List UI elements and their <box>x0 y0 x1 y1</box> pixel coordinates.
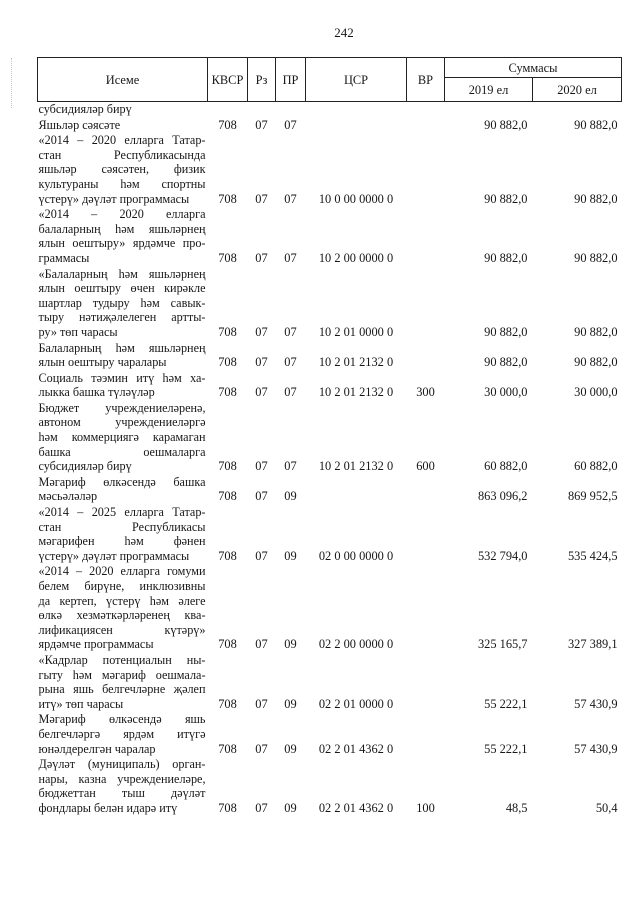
item-name-line: нары, казна учреждениеләре, <box>38 771 206 786</box>
sum-2020-cell: 869 952,5 <box>567 489 618 504</box>
item-name-line: Мәгариф өлкәсендә яшь <box>38 712 206 727</box>
pr-cell: 07 <box>284 250 297 265</box>
table-row <box>38 118 622 134</box>
rz-cell: 07 <box>255 191 268 206</box>
rz-cell: 07 <box>255 800 268 815</box>
sum-2020-cell: 327 389,1 <box>567 637 618 652</box>
sum-2020-cell: 90 882,0 <box>574 117 618 132</box>
csr-cell <box>306 102 407 118</box>
item-name-line: Яшьләр сәясәте <box>38 117 121 132</box>
sum-2019-cell <box>445 102 533 118</box>
rz-cell: 07 <box>255 250 268 265</box>
item-name-line: белем бирүне, инклюзивны <box>38 579 206 593</box>
vr-cell <box>407 564 445 653</box>
vr-cell <box>407 475 445 505</box>
kvsr-cell: 708 <box>218 800 237 815</box>
pr-cell: 09 <box>284 741 297 756</box>
item-name-line: стан Республикасы <box>38 519 206 534</box>
item-name-line: субсидияләр бирү <box>38 102 132 116</box>
item-name-line: үстерү» дәүләт программасы <box>38 191 190 206</box>
sum-2020-cell: 30 000,0 <box>574 385 618 400</box>
item-name-line: лыкка башка түләүләр <box>38 385 155 400</box>
kvsr-cell: 708 <box>218 459 237 474</box>
rz-cell: 07 <box>255 355 268 370</box>
table-row <box>38 475 622 505</box>
item-name-line: «2014 – 2025 елларга Татар- <box>38 505 206 520</box>
header-name: Исеме <box>38 58 208 102</box>
sum-2020-cell: 57 430,9 <box>574 741 618 756</box>
table-row <box>38 401 622 475</box>
pr-cell: 07 <box>284 355 297 370</box>
header-sums: Суммасы <box>445 58 622 78</box>
table-header <box>38 58 622 102</box>
rz-cell: 07 <box>255 459 268 474</box>
sum-2020-cell: 60 882,0 <box>574 459 618 474</box>
csr-cell: 02 2 01 4362 0 <box>318 741 394 756</box>
item-name-cell <box>38 475 208 505</box>
kvsr-cell: 708 <box>218 637 237 652</box>
kvsr-cell: 708 <box>218 324 237 339</box>
table-row <box>38 564 622 653</box>
sum-2019-cell: 325 165,7 <box>477 637 528 652</box>
table-row <box>38 371 622 401</box>
kvsr-cell <box>208 102 248 118</box>
item-name-line: Дәүләт (муниципаль) орган- <box>38 757 206 772</box>
item-name-line: һәм коммерциягә карамаган <box>38 430 206 445</box>
item-name-cell <box>38 133 208 207</box>
budget-table-body <box>38 102 622 817</box>
item-name-cell <box>38 267 208 341</box>
vr-cell <box>407 102 445 118</box>
table-row <box>38 341 622 371</box>
sum-2019-cell: 90 882,0 <box>484 324 528 339</box>
sum-2020-cell: 90 882,0 <box>574 250 618 265</box>
kvsr-cell: 708 <box>218 548 237 563</box>
pr-cell: 07 <box>284 459 297 474</box>
table-row <box>38 712 622 757</box>
table-row <box>38 133 622 207</box>
table-row <box>38 757 622 816</box>
kvsr-cell: 708 <box>218 489 237 504</box>
header-year-2019: 2019 ел <box>445 78 533 102</box>
csr-cell: 02 2 01 4362 0 <box>318 800 394 815</box>
header-row <box>38 58 622 78</box>
vr-cell <box>407 207 445 266</box>
item-name-line: юнәлдерелгән чаралар <box>38 741 156 756</box>
table-row <box>38 102 622 118</box>
item-name-line: Мәгариф өлкәсендә башка <box>38 474 206 489</box>
header-vr: ВР <box>407 58 445 102</box>
item-name-line: мәсьәләләр <box>38 489 98 504</box>
pr-cell: 09 <box>284 637 297 652</box>
rz-cell: 07 <box>255 696 268 711</box>
item-name-line: лификациясен күтәрү» <box>38 622 206 637</box>
kvsr-cell: 708 <box>218 117 237 132</box>
rz-cell: 07 <box>255 324 268 339</box>
item-name-line: тыру нәтиҗәлелеген артты- <box>38 310 206 325</box>
item-name-line: «2014 – 2020 елларга Татар- <box>38 133 206 148</box>
table-row <box>38 505 622 564</box>
pr-cell: 09 <box>284 489 297 504</box>
item-name-cell <box>38 371 208 401</box>
header-pr: ПР <box>276 58 306 102</box>
sum-2020-cell: 57 430,9 <box>574 696 618 711</box>
vr-cell: 300 <box>416 385 435 400</box>
rz-cell: 07 <box>255 117 268 132</box>
sum-2019-cell: 90 882,0 <box>484 117 528 132</box>
header-csr: ЦСР <box>306 58 407 102</box>
item-name-line: Социаль тәэмин итү һәм ха- <box>38 370 206 385</box>
budget-table <box>37 57 622 817</box>
sum-2019-cell: 532 794,0 <box>477 548 528 563</box>
pr-cell: 09 <box>284 548 297 563</box>
page-number: 242 <box>334 25 354 40</box>
sum-2019-cell: 48,5 <box>505 800 528 815</box>
item-name-line: ярдәмче программасы <box>38 637 154 652</box>
vr-cell: 100 <box>416 800 435 815</box>
item-name-cell <box>38 341 208 371</box>
item-name-line: өлкә хезмәткәрләренең ква- <box>38 608 206 623</box>
item-name-line: мәгарифен һәм фәнен <box>38 534 206 549</box>
item-name-line: үстерү» дәүләт программасы <box>38 548 190 563</box>
pr-cell: 09 <box>284 800 297 815</box>
rz-cell: 07 <box>255 741 268 756</box>
vr-cell <box>407 133 445 207</box>
vr-cell <box>407 653 445 712</box>
scan-margin-marks <box>11 58 12 108</box>
item-name-line: «2014 – 2020 елларга <box>38 207 206 222</box>
vr-cell <box>407 505 445 564</box>
item-name-line: Балаларның һәм яшьләрнең <box>38 340 206 355</box>
item-name-line: субсидияләр бирү <box>38 459 132 474</box>
sum-2019-cell: 863 096,2 <box>477 489 528 504</box>
kvsr-cell: 708 <box>218 696 237 711</box>
item-name-cell <box>38 757 208 816</box>
sum-2020-cell: 50,4 <box>595 800 618 815</box>
vr-cell: 600 <box>416 459 435 474</box>
item-name-line: автоном учреждениеләргә <box>38 415 206 430</box>
rz-cell: 07 <box>255 385 268 400</box>
item-name-line: культураны һәм спортны <box>38 176 206 191</box>
kvsr-cell: 708 <box>218 250 237 265</box>
item-name-cell <box>38 401 208 475</box>
vr-cell <box>407 341 445 371</box>
item-name-cell <box>38 564 208 653</box>
kvsr-cell: 708 <box>218 741 237 756</box>
item-name-line: гыту һәм мәгариф оешмала- <box>38 667 206 682</box>
item-name-line: балаларның һәм яшьләрнең <box>38 221 206 236</box>
csr-cell <box>306 475 407 505</box>
pr-cell: 07 <box>284 117 297 132</box>
sum-2019-cell: 60 882,0 <box>484 459 528 474</box>
csr-cell <box>306 118 407 134</box>
item-name-line: яшьләр сәясәтен, физик <box>38 162 206 177</box>
sum-2019-cell: 90 882,0 <box>484 250 528 265</box>
item-name-cell <box>38 653 208 712</box>
item-name-line: да кертеп, үстерү һәм әлеге <box>38 593 206 608</box>
rz-cell: 07 <box>255 548 268 563</box>
pr-cell <box>276 102 306 118</box>
csr-cell: 02 2 00 0000 0 <box>318 637 394 652</box>
item-name-line: шартлар тудыру һәм савык- <box>38 295 206 310</box>
header-year-2020: 2020 ел <box>533 78 622 102</box>
item-name-line: бюджеттан тыш дәүләт <box>38 786 206 801</box>
kvsr-cell: 708 <box>218 355 237 370</box>
table-row <box>38 653 622 712</box>
table-row <box>38 207 622 266</box>
item-name-line: фондлары белән идарә итү <box>38 800 178 815</box>
sum-2019-cell: 90 882,0 <box>484 191 528 206</box>
sum-2019-cell: 55 222,1 <box>484 696 528 711</box>
header-rz: Рз <box>248 58 276 102</box>
item-name-cell <box>38 505 208 564</box>
kvsr-cell: 708 <box>218 191 237 206</box>
csr-cell: 10 2 00 0000 0 <box>318 250 394 265</box>
sum-2019-cell: 55 222,1 <box>484 741 528 756</box>
item-name-line: «Балаларның һәм яшьләрнең <box>38 266 206 281</box>
csr-cell: 10 2 01 2132 0 <box>318 385 394 400</box>
item-name-cell <box>38 118 208 134</box>
item-name-line: Бюджет учреждениеләренә, <box>38 400 206 415</box>
rz-cell <box>248 102 276 118</box>
item-name-line: ялын оештыру чаралары <box>38 355 167 370</box>
rz-cell: 07 <box>255 637 268 652</box>
item-name-cell <box>38 102 208 118</box>
table-row <box>38 267 622 341</box>
sum-2020-cell: 535 424,5 <box>567 548 618 563</box>
header-kvsr: КВСР <box>208 58 248 102</box>
item-name-line: итү» төп чарасы <box>38 696 124 711</box>
item-name-line: ялын оештыру» ярдәмче про- <box>38 236 206 251</box>
item-name-line: башка оешмаларга <box>38 444 206 459</box>
item-name-line: ялын оештыру өчен кирәкле <box>38 281 206 296</box>
vr-cell <box>407 118 445 134</box>
item-name-cell <box>38 712 208 757</box>
sum-2019-cell: 90 882,0 <box>484 355 528 370</box>
item-name-line: «2014 – 2020 елларга гомуми <box>38 564 206 579</box>
pr-cell: 07 <box>284 191 297 206</box>
item-name-line: «Кадрлар потенциалын ны- <box>38 652 206 667</box>
item-name-line: рына яшь белгечләрне җәлеп <box>38 682 206 697</box>
item-name-line: граммасы <box>38 250 90 265</box>
csr-cell: 02 0 00 0000 0 <box>318 548 394 563</box>
sum-2020-cell: 90 882,0 <box>574 324 618 339</box>
item-name-cell <box>38 207 208 266</box>
kvsr-cell: 708 <box>218 385 237 400</box>
vr-cell <box>407 267 445 341</box>
pr-cell: 07 <box>284 385 297 400</box>
sum-2019-cell: 30 000,0 <box>484 385 528 400</box>
csr-cell: 10 2 01 0000 0 <box>318 324 394 339</box>
item-name-line: белгечләргә ярдәм итүгә <box>38 726 206 741</box>
sum-2020-cell <box>533 102 622 118</box>
csr-cell: 10 2 01 2132 0 <box>318 355 394 370</box>
csr-cell: 02 2 01 0000 0 <box>318 696 394 711</box>
item-name-line: стан Республикасында <box>38 147 206 162</box>
sum-2020-cell: 90 882,0 <box>574 191 618 206</box>
vr-cell <box>407 712 445 757</box>
sum-2020-cell: 90 882,0 <box>574 355 618 370</box>
item-name-line: ру» төп чарасы <box>38 324 118 339</box>
pr-cell: 09 <box>284 696 297 711</box>
csr-cell: 10 2 01 2132 0 <box>318 459 394 474</box>
csr-cell: 10 0 00 0000 0 <box>318 191 394 206</box>
rz-cell: 07 <box>255 489 268 504</box>
pr-cell: 07 <box>284 324 297 339</box>
